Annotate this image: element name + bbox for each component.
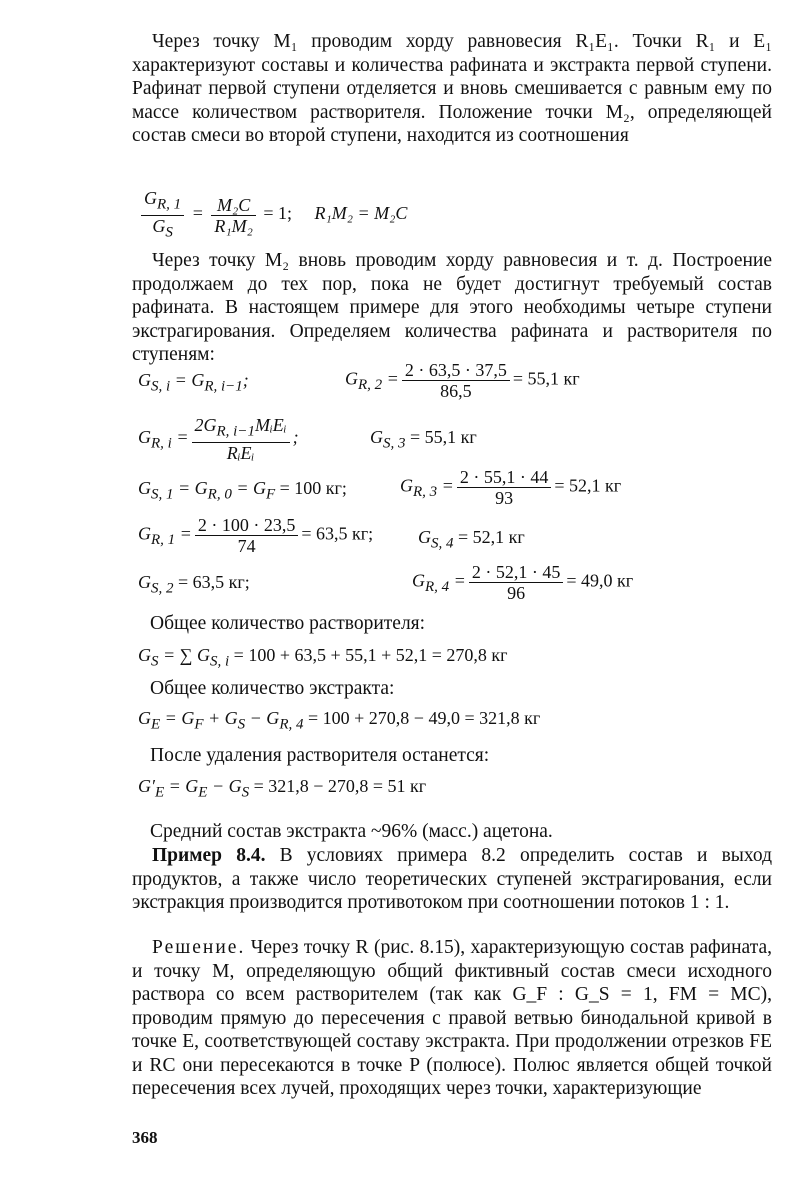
eq-remove: $G'_E = G_E - G_S = 321,8 - 270,8 = 51$ кг — [138, 776, 427, 801]
heading-solvent: Общее количество растворителя: — [150, 613, 426, 634]
equation-ratio: $\frac{G_{R, 1}}{G_S}$ = $\frac{\text{M₂C}}{\text{R₁M₂}}$ = 1; R₁M₂ = M₂C — [138, 188, 407, 242]
paragraph-average: Средний состав экстракта ~96% (масс.) ацетона. — [150, 821, 553, 842]
eq-gs4: $G_{S, 4} = 52,1$ кг — [418, 527, 525, 552]
eq-gr4: $G_{R, 4}$ = $\frac{2 \cdot 52,1 \cdot 45}{96}$ = 49,0 кг — [412, 562, 634, 603]
solution-title: Решение. — [152, 937, 246, 958]
eq-gs3: $G_{S, 3} = 55,1$ кг — [370, 427, 477, 452]
page-number: 368 — [132, 1128, 158, 1147]
eq-gri: $G_{R, i}$ = $\frac{2G_{R, i-1}MᵢEᵢ}{\text{RᵢEᵢ}}$ ; — [138, 415, 299, 463]
eq-gs2: $G_{S, 2} = 63,5$ кг; — [138, 572, 250, 597]
heading-extract: Общее количество экстракта: — [150, 678, 395, 699]
eq-total-solvent: $G_S$ = ∑ $G_{S, i} = 100 + 63,5 + 55,1 + 52,1 = 270,8$ кг — [138, 645, 508, 670]
eq-gs1: $G_{S, 1} = G_{R, 0} = G_F = 100$ кг; — [138, 478, 347, 503]
example-title: Пример 8.4. — [152, 845, 266, 866]
eq-gr2: $G_{R, 2}$ = $\frac{2 \cdot 63,5 \cdot 37,5}{86,5}$ = 55,1 кг — [345, 360, 580, 401]
eq-total-extract: $G_E = G_F + G_S - G_{R, 4} = 100 + 270,8 - 49,0 = 321,8$ кг — [138, 708, 541, 733]
eq-gsi: $G_{S, i} = G_{R, i-1}$; — [138, 370, 249, 395]
eq-gr3: $G_{R, 3}$ = $\frac{2 \cdot 55,1 \cdot 44}{93}$ = 52,1 кг — [400, 467, 622, 508]
heading-remove: После удаления растворителя останется: — [150, 745, 490, 766]
paragraph-solution: Решение. Через точку R (рис. 8.15), характеризующую состав рафината, и точку M, определяющую общий фиктивный состав смеси исходного раствора со всем растворителем (так как G_F : G_S = 1, FM = MC), проводим прямую до пересечения с правой ветвью бинодальной кривой в точке E, соответствующей составу экстракта. При продолжении отрезков FE и RC они пересекаются в точке P (полюсе). Полюс является общей точкой пересечения всех лучей, проходящих через точки, характеризующие — [132, 937, 772, 1099]
paragraph-example: Пример 8.4. В условиях примера 8.2 определить состав и выход продуктов, а также число теоретических ступеней экстрагирования, если экстракция производится противотоком при соотношении потоков 1 : 1. — [132, 845, 772, 913]
paragraph-stages: Через точку M₂ вновь проводим хорду равновесия и т. д. Построение продолжаем до тех пор, пока не будет достигнут требуемый состав рафината. В настоящем примере для этого необходимы четыре ступени экстрагирования. Определяем количества рафината и растворителя по ступеням: — [132, 250, 772, 365]
eq-gr1: $G_{R, 1}$ = $\frac{2 \cdot 100 \cdot 23,5}{74}$ = 63,5 кг; — [138, 515, 374, 556]
paragraph-intro: Через точку M₁ проводим хорду равновесия R₁E₁. Точки R₁ и E₁ характеризуют составы и количества рафината и экстракта первой ступени. Рафинат первой ступени отделяется и вновь смешивается с равным ему по массе количеством растворителя. Положение точки M₂, определяющей состав смеси во второй ступени, находится из соотношения — [132, 31, 772, 146]
